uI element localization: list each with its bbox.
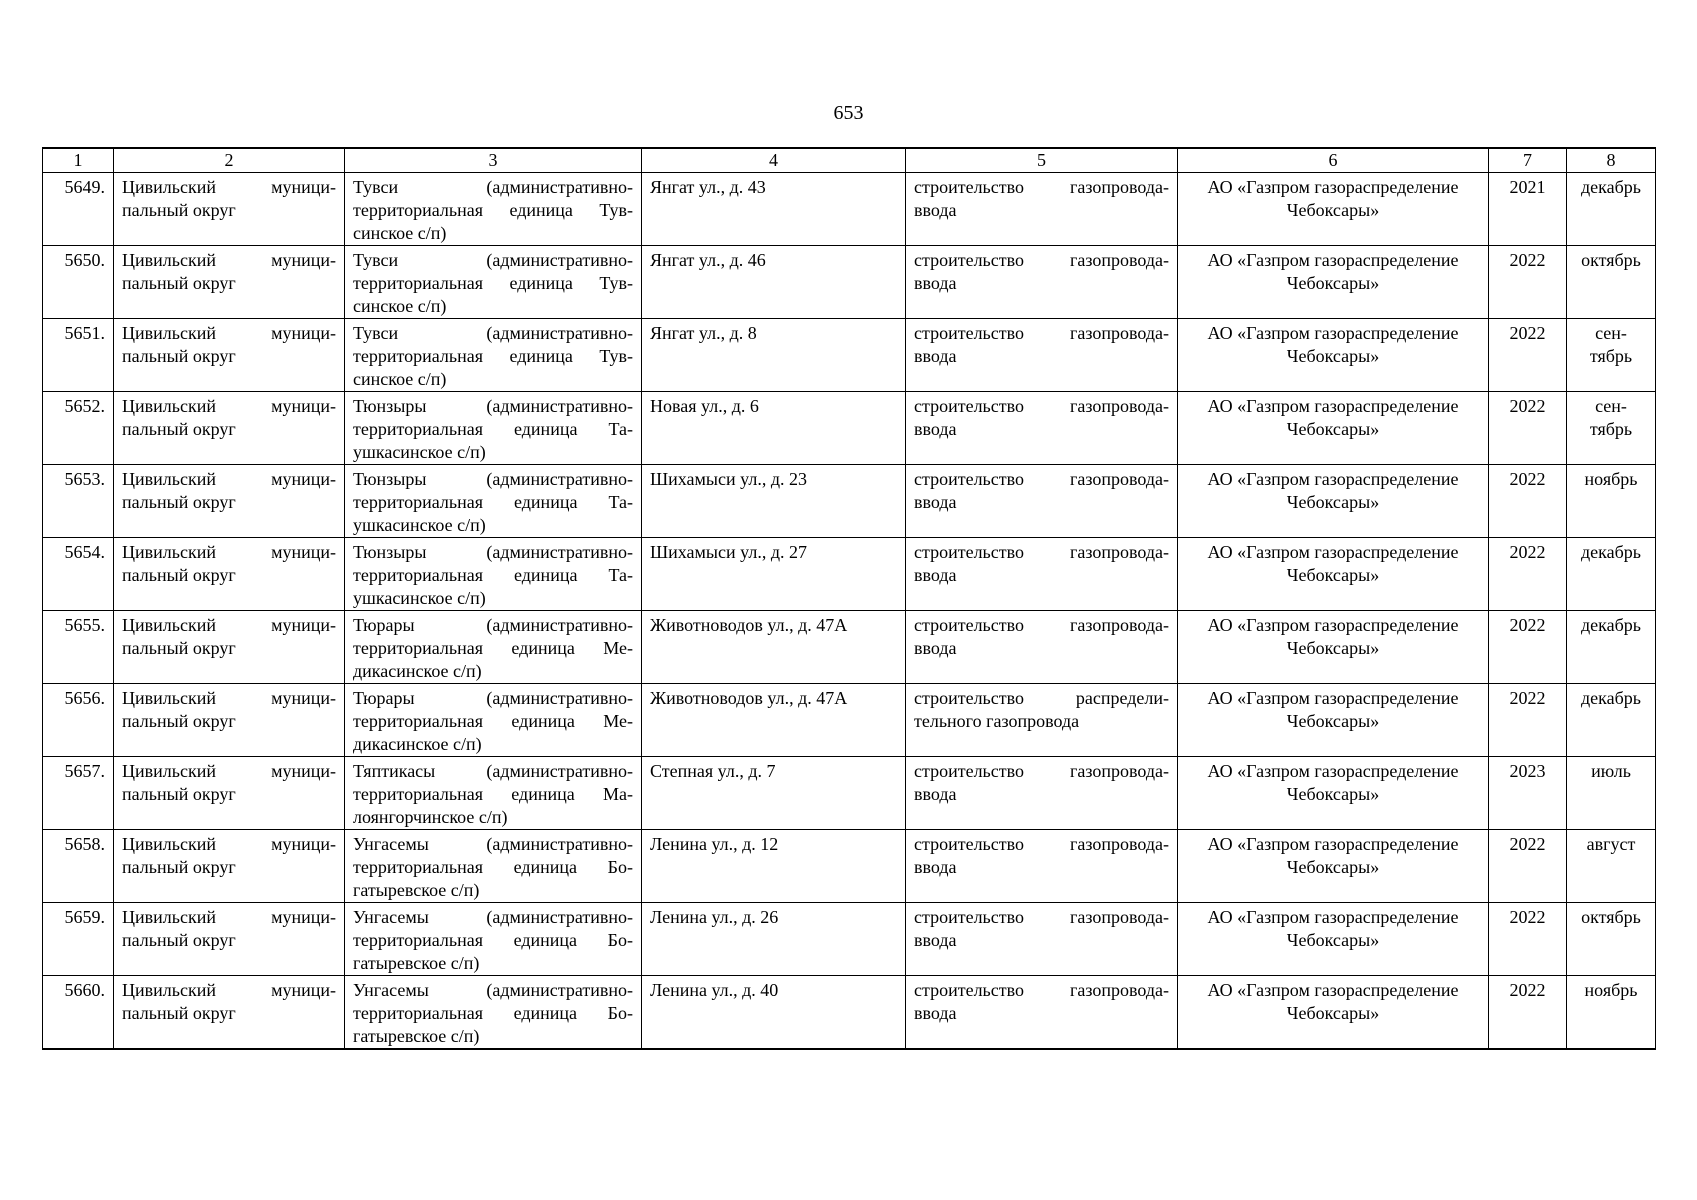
row-number: 5653. <box>43 464 114 537</box>
settlement-cell: Тувси (административно-территориальная единица Тув-синское с/п) <box>345 172 642 245</box>
table-row <box>43 172 1656 245</box>
work-cell: строительство газопровода-ввода <box>906 464 1178 537</box>
settlement-cell: Тюнзыры (административно-территориальная единица Та-ушкасинское с/п) <box>345 464 642 537</box>
year-cell: 2022 <box>1489 245 1567 318</box>
district-cell: Цивильский муници-пальный округ <box>114 172 345 245</box>
work-cell: строительство газопровода-ввода <box>906 756 1178 829</box>
month-cell: июль <box>1567 756 1656 829</box>
table-row <box>43 829 1656 902</box>
organization-cell: АО «Газпром газораспределение Чебоксары» <box>1178 902 1489 975</box>
organization-cell: АО «Газпром газораспределение Чебоксары» <box>1178 245 1489 318</box>
year-cell: 2022 <box>1489 975 1567 1049</box>
work-cell: строительство газопровода-ввода <box>906 975 1178 1049</box>
work-cell: строительство газопровода-ввода <box>906 537 1178 610</box>
work-cell: строительство газопровода-ввода <box>906 829 1178 902</box>
table-row <box>43 610 1656 683</box>
row-number: 5660. <box>43 975 114 1049</box>
organization-cell: АО «Газпром газораспределение Чебоксары» <box>1178 537 1489 610</box>
year-cell: 2022 <box>1489 902 1567 975</box>
settlement-cell: Тяптикасы (административно-территориальная единица Ма-лоянгорчинское с/п) <box>345 756 642 829</box>
month-cell: декабрь <box>1567 610 1656 683</box>
header-cell: 8 <box>1567 148 1656 172</box>
organization-cell: АО «Газпром газораспределение Чебоксары» <box>1178 172 1489 245</box>
header-row <box>43 148 1656 172</box>
month-cell: сен-тябрь <box>1567 318 1656 391</box>
month-cell: октябрь <box>1567 245 1656 318</box>
district-cell: Цивильский муници-пальный округ <box>114 464 345 537</box>
month-cell: август <box>1567 829 1656 902</box>
address-cell: Янгат ул., д. 43 <box>642 172 906 245</box>
month-cell: декабрь <box>1567 537 1656 610</box>
address-cell: Янгат ул., д. 46 <box>642 245 906 318</box>
settlement-cell: Тувси (административно-территориальная единица Тув-синское с/п) <box>345 245 642 318</box>
work-cell: строительство газопровода-ввода <box>906 172 1178 245</box>
year-cell: 2022 <box>1489 829 1567 902</box>
address-cell: Новая ул., д. 6 <box>642 391 906 464</box>
settlement-cell: Унгасемы (административно-территориальная единица Бо-гатыревское с/п) <box>345 902 642 975</box>
row-number: 5649. <box>43 172 114 245</box>
year-cell: 2022 <box>1489 318 1567 391</box>
month-cell: сен-тябрь <box>1567 391 1656 464</box>
organization-cell: АО «Газпром газораспределение Чебоксары» <box>1178 683 1489 756</box>
district-cell: Цивильский муници-пальный округ <box>114 902 345 975</box>
settlement-cell: Тюнзыры (административно-территориальная единица Та-ушкасинское с/п) <box>345 391 642 464</box>
registry-table <box>42 147 1656 1050</box>
settlement-cell: Тюрары (административно-территориальная единица Ме-дикасинское с/п) <box>345 683 642 756</box>
header-cell: 1 <box>43 148 114 172</box>
header-cell: 7 <box>1489 148 1567 172</box>
organization-cell: АО «Газпром газораспределение Чебоксары» <box>1178 391 1489 464</box>
table-row <box>43 537 1656 610</box>
district-cell: Цивильский муници-пальный округ <box>114 391 345 464</box>
address-cell: Шихамыси ул., д. 27 <box>642 537 906 610</box>
header-cell: 5 <box>906 148 1178 172</box>
year-cell: 2023 <box>1489 756 1567 829</box>
district-cell: Цивильский муници-пальный округ <box>114 683 345 756</box>
year-cell: 2022 <box>1489 391 1567 464</box>
table-row <box>43 756 1656 829</box>
table-row <box>43 464 1656 537</box>
row-number: 5651. <box>43 318 114 391</box>
address-cell: Степная ул., д. 7 <box>642 756 906 829</box>
table-row <box>43 245 1656 318</box>
month-cell: декабрь <box>1567 172 1656 245</box>
table-row <box>43 391 1656 464</box>
organization-cell: АО «Газпром газораспределение Чебоксары» <box>1178 464 1489 537</box>
year-cell: 2022 <box>1489 683 1567 756</box>
table-row <box>43 318 1656 391</box>
year-cell: 2022 <box>1489 610 1567 683</box>
address-cell: Животноводов ул., д. 47А <box>642 683 906 756</box>
district-cell: Цивильский муници-пальный округ <box>114 756 345 829</box>
table-row <box>43 683 1656 756</box>
district-cell: Цивильский муници-пальный округ <box>114 829 345 902</box>
row-number: 5654. <box>43 537 114 610</box>
district-cell: Цивильский муници-пальный округ <box>114 975 345 1049</box>
month-cell: октябрь <box>1567 902 1656 975</box>
header-cell: 2 <box>114 148 345 172</box>
row-number: 5655. <box>43 610 114 683</box>
organization-cell: АО «Газпром газораспределение Чебоксары» <box>1178 756 1489 829</box>
year-cell: 2022 <box>1489 537 1567 610</box>
table-row <box>43 975 1656 1049</box>
month-cell: декабрь <box>1567 683 1656 756</box>
organization-cell: АО «Газпром газораспределение Чебоксары» <box>1178 318 1489 391</box>
row-number: 5659. <box>43 902 114 975</box>
month-cell: ноябрь <box>1567 975 1656 1049</box>
district-cell: Цивильский муници-пальный округ <box>114 610 345 683</box>
table-body <box>43 172 1656 1049</box>
header-cell: 3 <box>345 148 642 172</box>
row-number: 5652. <box>43 391 114 464</box>
month-cell: ноябрь <box>1567 464 1656 537</box>
settlement-cell: Унгасемы (административно-территориальная единица Бо-гатыревское с/п) <box>345 829 642 902</box>
address-cell: Ленина ул., д. 40 <box>642 975 906 1049</box>
address-cell: Янгат ул., д. 8 <box>642 318 906 391</box>
settlement-cell: Тюрары (административно-территориальная единица Ме-дикасинское с/п) <box>345 610 642 683</box>
address-cell: Ленина ул., д. 12 <box>642 829 906 902</box>
work-cell: строительство распредели-тельного газопровода <box>906 683 1178 756</box>
address-cell: Ленина ул., д. 26 <box>642 902 906 975</box>
page-number: 653 <box>833 102 864 124</box>
row-number: 5650. <box>43 245 114 318</box>
work-cell: строительство газопровода-ввода <box>906 610 1178 683</box>
year-cell: 2022 <box>1489 464 1567 537</box>
work-cell: строительство газопровода-ввода <box>906 318 1178 391</box>
organization-cell: АО «Газпром газораспределение Чебоксары» <box>1178 610 1489 683</box>
district-cell: Цивильский муници-пальный округ <box>114 537 345 610</box>
address-cell: Шихамыси ул., д. 23 <box>642 464 906 537</box>
work-cell: строительство газопровода-ввода <box>906 391 1178 464</box>
district-cell: Цивильский муници-пальный округ <box>114 245 345 318</box>
settlement-cell: Унгасемы (административно-территориальная единица Бо-гатыревское с/п) <box>345 975 642 1049</box>
settlement-cell: Тувси (административно-территориальная единица Тув-синское с/п) <box>345 318 642 391</box>
address-cell: Животноводов ул., д. 47А <box>642 610 906 683</box>
header-cell: 6 <box>1178 148 1489 172</box>
organization-cell: АО «Газпром газораспределение Чебоксары» <box>1178 975 1489 1049</box>
year-cell: 2021 <box>1489 172 1567 245</box>
header-cell: 4 <box>642 148 906 172</box>
row-number: 5656. <box>43 683 114 756</box>
row-number: 5657. <box>43 756 114 829</box>
organization-cell: АО «Газпром газораспределение Чебоксары» <box>1178 829 1489 902</box>
settlement-cell: Тюнзыры (административно-территориальная единица Та-ушкасинское с/п) <box>345 537 642 610</box>
work-cell: строительство газопровода-ввода <box>906 245 1178 318</box>
row-number: 5658. <box>43 829 114 902</box>
work-cell: строительство газопровода-ввода <box>906 902 1178 975</box>
table-row <box>43 902 1656 975</box>
district-cell: Цивильский муници-пальный округ <box>114 318 345 391</box>
